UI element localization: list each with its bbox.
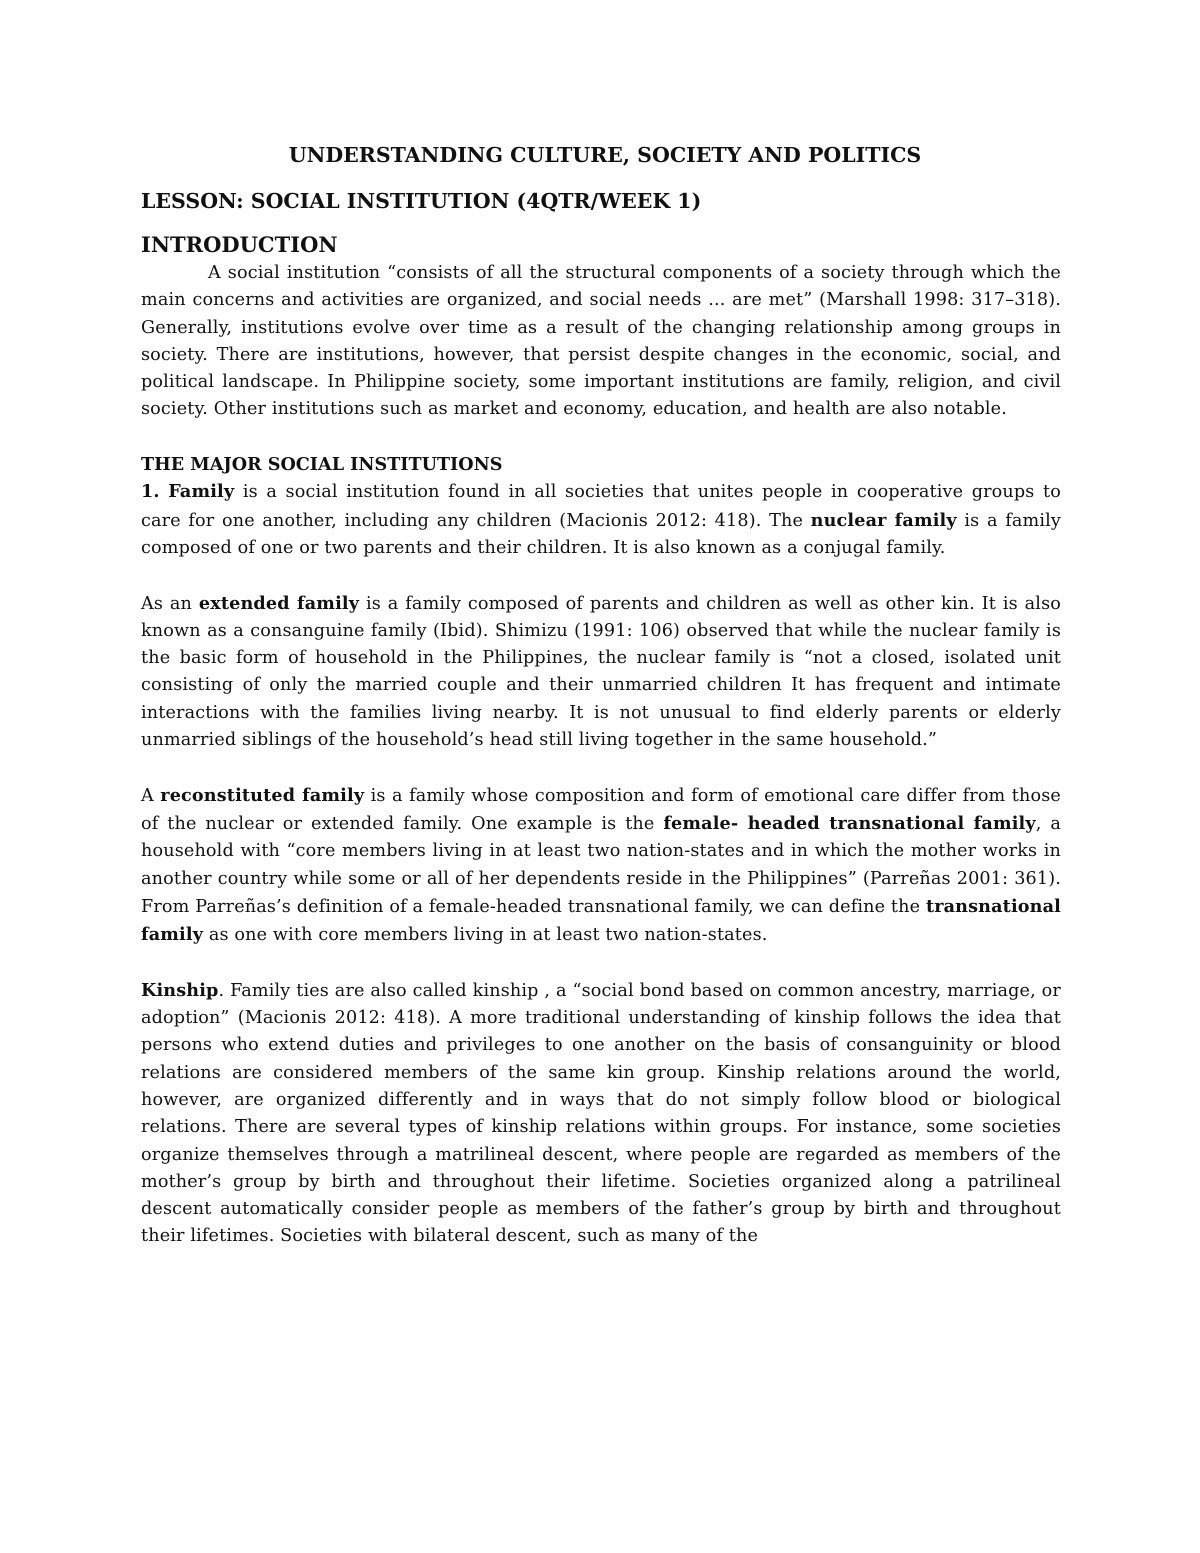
extended-family-term: extended family [198,592,360,614]
reconstituted-text-2: , a household with “core members living in at least two nation-states and in which the mother works in another country while some or all of her dependents reside in the Philippines” (Parreñas 2001: 361). From Parreñas’s definition of a female-headed transnational family, we can define the [141,813,1062,917]
family-text-1: is a social institution found in all societies that unites people in cooperative groups to care for one another, including any children (Macionis 2012: 418). The [141,482,1061,531]
reconstituted-lead: A [141,785,161,806]
kinship-term: Kinship [141,979,219,1001]
reconstituted-family-term: reconstituted family [160,784,365,806]
reconstituted-family-paragraph [141,782,1061,950]
extended-text: is a family composed of parents and children as well as other kin. It is also known as a consanguine family (Ibid). Shimizu (1991: 106) observed that while the nuclear family is the basic form of household in the Philippines, the nuclear family is “not a closed, isolated unit consisting of only the married couple and their unmarried children It has frequent and intimate interactions with the families living nearby. It is not unusual to find elderly parents or elderly unmarried siblings of the household’s head still living together in the same household.” [141,593,1061,751]
kinship-paragraph [141,977,1061,1251]
document-title: UNDERSTANDING CULTURE, SOCIETY AND POLITICS [288,143,922,167]
family-paragraph [141,478,1061,562]
transnational-family-term: transnational family [141,895,1061,946]
female-headed-transnational-term: female- headed transnational family [663,812,1036,834]
nuclear-family-term: nuclear family [810,509,957,531]
family-number: 1. [141,481,160,503]
kinship-text: . Family ties are also called kinship , a “social bond based on common ancestry, marriage, or adoption” (Macionis 2012: 418). A more traditional understanding of kinship follows the idea that persons who extend duties and privileges to one another on the basis of consanguinity or blood relations are considered members of the same kin group. Kinship relations around the world, however, are organized differently and in ways that do not simply follow blood or biological relations. There are several types of kinship relations within groups. For instance, some societies organize themselves through a matrilineal descent, where people are regarded as members of the mother’s group by birth and throughout their lifetime. Societies organized along a patrilineal descent automatically consider people as members of the father’s group by birth and throughout their lifetimes. Societies with bilateral descent, such as many of the [141,980,1061,1247]
reconstituted-text-3: as one with core members living in at least two nation-states. [203,925,768,946]
lesson-heading: LESSON: SOCIAL INSTITUTION (4QTR/WEEK 1) [141,189,702,213]
extended-lead: As an [141,593,199,614]
introduction-paragraph: A social institution “consists of all the structural components of a society through which the main concerns and activities are organized, and social needs ... are met” (Marshall 1998: 317–318). Generally, institutions evolve over time as a result of the changing relationship among groups in society. There are institutions, however, that persist despite changes in the economic, social, and political landscape. In Philippine society, some important institutions are family, religion, and civil society. Other institutions such as market and economy, education, and health are also notable. [141,263,1061,420]
family-term: Family [168,481,235,503]
document-body [141,140,1061,1251]
introduction-heading: INTRODUCTION [141,232,338,257]
major-institutions-heading: THE MAJOR SOCIAL INSTITUTIONS [141,454,503,476]
extended-family-paragraph [141,590,1061,755]
family-text-2: is a family composed of one or two parents and their children. It is also known as a conjugal family. [141,510,1061,558]
reconstituted-text-1: is a family whose composition and form of emotional care differ from those of the nuclear or extended family. One example is the [141,785,1061,834]
